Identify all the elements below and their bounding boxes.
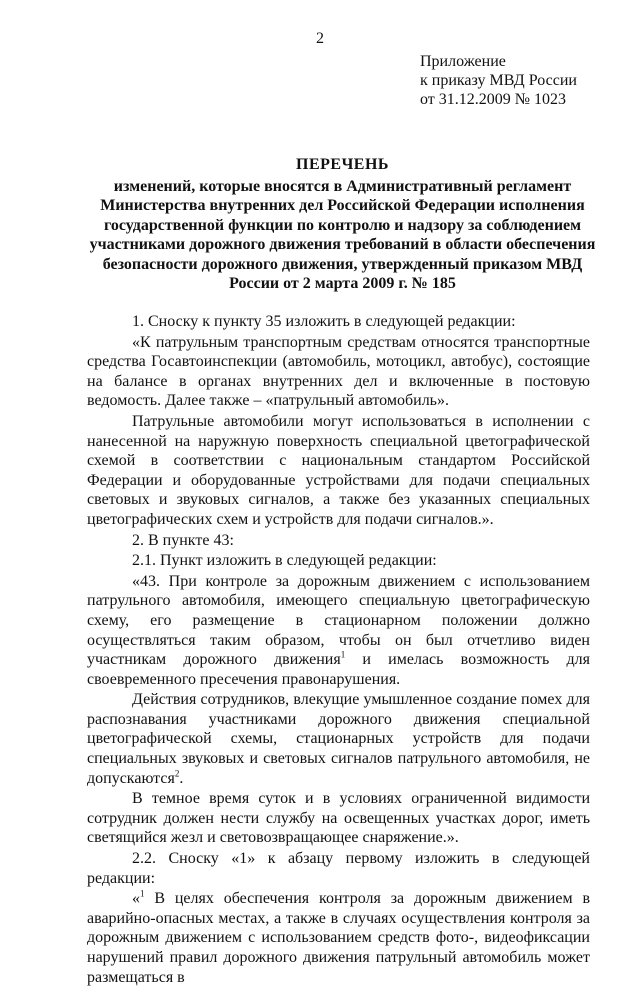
paragraph bbox=[87, 889, 590, 987]
document-title bbox=[70, 155, 615, 294]
paragraph-text: «43. При контроле за дорожным движением с использованием патрульного автомобиля, имеющего специальную цветографическую схему, его размещение в стационарном положении должно осуществляться таким образом, чтобы он был отчетливо виден участникам дорожного движения bbox=[87, 572, 590, 669]
title-line: безопасности дорожного движения, утвержденный приказом МВД bbox=[102, 255, 583, 273]
page-number: 2 bbox=[316, 30, 324, 47]
appendix-line: от 31.12.2009 № 1023 bbox=[420, 91, 567, 108]
paragraph-text: . bbox=[179, 769, 184, 787]
title-line: Министерства внутренних дел Российской Федерации исполнения bbox=[100, 197, 585, 214]
paragraph-text: « bbox=[132, 890, 140, 908]
paragraph-text: В целях обеспечения контроля за дорожным движением в аварийно-опасных местах, а также в случаях осуществления контроля за дорожным движением с использованием средств фото-, видеофиксации нарушений правил дорожного движения патрульный автомобиль может размещаться в bbox=[87, 890, 590, 986]
footnote-marker: 1 bbox=[340, 649, 346, 660]
paragraph-text: и имелась возможность для своевременного пресечения правонарушения. bbox=[87, 651, 590, 688]
title-heading: ПЕРЕЧЕНЬ bbox=[296, 156, 389, 173]
title-line: участниками дорожного движения требований в области обеспечения bbox=[89, 236, 596, 253]
document-body bbox=[87, 312, 590, 988]
appendix-line: Приложение bbox=[420, 53, 506, 70]
footnote-marker: 1 bbox=[140, 888, 145, 899]
paragraph: 2. В пункте 43: bbox=[132, 531, 234, 549]
paragraph-text: Действия сотрудников, влекущие умышленное создание помех для распознавания участниками дорожного движения специальной цветографической схемы, стационарных устройств для подачи специальных звуковых и световых сигналов патрульного автомобиля, не допускаются bbox=[87, 691, 590, 787]
appendix-reference bbox=[420, 52, 577, 109]
paragraph: 2.2. Сноску «1» к абзацу первому изложить в следующей редакции: bbox=[87, 850, 590, 887]
title-line: изменений, которые вносятся в Административный регламент bbox=[113, 177, 572, 195]
paragraph: 1. Сноску к пункту 35 изложить в следующей редакции: bbox=[132, 313, 516, 330]
paragraph bbox=[87, 572, 590, 690]
appendix-line: к приказу МВД России bbox=[420, 72, 577, 89]
paragraph: 2.1. Пункт изложить в следующей редакции: bbox=[132, 552, 437, 570]
paragraph: Патрульные автомобили могут использоваться в исполнении с нанесенной на наружную поверхность специальной цветографической схемой в соответствии с национальным стандартом Российской Федерации и оборудованные устройствами для подачи специальных световых и звуковых сигналов, а также без указанных специальных цветографических схем и устройств для подачи сигналов.». bbox=[87, 412, 590, 528]
paragraph: В темное время суток и в условиях ограниченной видимости сотрудник должен нести службу на освещенных участках дорог, иметь светящийся жезл и световозвращающее снаряжение.». bbox=[87, 790, 590, 847]
paragraph bbox=[87, 690, 590, 788]
paragraph: «К патрульным транспортным средствам относятся транспортные средства Госавтоинспекции (автомобиль, мотоцикл, автобус), состоящие на балансе в органах внутренних дел и включенные в постовую ведомость. Далее также – «патрульный автомобиль». bbox=[87, 333, 590, 410]
title-line: государственной функции по контролю и надзору за соблюдением bbox=[103, 216, 582, 234]
title-line: России от 2 марта 2009 г. № 185 bbox=[229, 275, 456, 292]
footnote-marker: 2 bbox=[174, 768, 180, 779]
